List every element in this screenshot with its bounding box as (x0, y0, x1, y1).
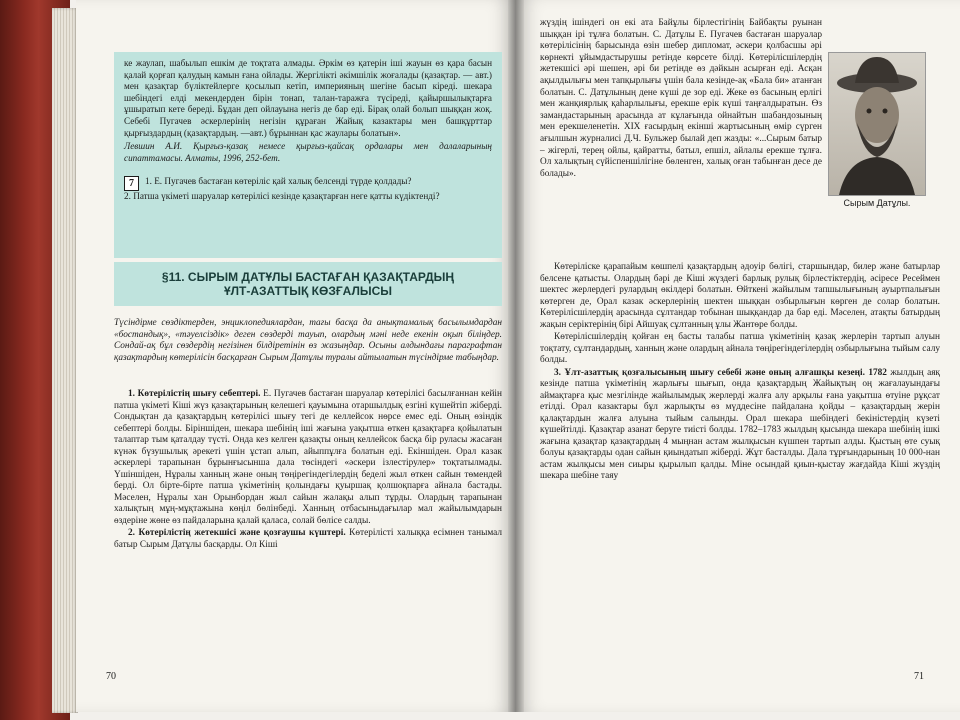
paragraph-1-heading: 1. Көтерілістің шығу себептері. (128, 389, 261, 399)
paragraph-1-text: Е. Пугачев бастаған шаруалар көтерілісі басылғаннан кейін патша үкіметі Кіші жүз қазақтарының келешегі қауымына отаршылдық езгіні күшейтіп жіберді. Сондықтан да қазақтардың көтерілісі шығу тегі де келлейсок нөрсе емес еді. Оның өзіндік себептері болды. Біріншіден, шекара шебінің іші жағына уақытша өткен қазақтарға қойылатын талаптар тым қаталдау түсті. Онда кез келген қазақты оның келлейсок басқа бір руласы жасаған күнәк бүзушылық әрекеті үшін ұстап алып, айыппұлға болатын еді. Екіншіден. Орал казак әскерлері тарапынан бұрынғысынша дала төсіндегі «әскери ізлестірулер» тоқтатылмады. Үшіншіден, Нұралы ханның және оның төңірегіндегілердің беделі жыл өткен сайын төмендей берді. Ол бірте-бірте патша үкіметінің қолындағы қуыршақ қолшоқпарға айнала бастады. Мәселен, Нұралы хан Орынбордан жыл сайын жалақы алып тұрды. Олардың тарапынан халықтың мұң-мұқтажына көңіл бөлінбеді. Ханның отбасыныдағылар мал жайылымдарын өздеріне жөне өз пайдаларына қалай қаласа, солай бөлісе салды. (114, 389, 502, 526)
portrait-image (828, 52, 926, 196)
right-top-text: жүздің ішіндегі он екі ата Байұлы бірлестігінің Байбақты руынан шыққан ірі тұлға болатын. С. Датұлы Е. Пугачев бастаған шаруалар көтерілісінің барысында өзін шебер дипломат, әскери қолбасшы әрі көрнекті ұйымдастырушы ретінде көрсете білді. Көтерілісшілердің жетекшісі әрі шешен, әрі би ретінде өз дәйкын асырған еді. Асқан ақылдылығы мен тапқырлығы үшін бала кезінде-ақ «Бала би» атанған болатын. С. Датұлының дене күші де зор еді. Жеке өз басының ерлігі мен жанқиярлық қаһарлылығы, ерекше ерік күші таңғалдыратын. Өз замандастарының арасында ат кұлағында ойнайтын шабандозының мен ерекшеленетін. XIX ғасырдың екінші жартысының өмір сүрген ағылшын журналисі Д.Ч. Бульжер былай деп жазды: «...Сырым батыр – жігерлі, терең ойлы, қайратты, батыл, епшіл, айлалы ерекше тұлға. Ол халықтың сүйіспеншілігіне бөленген, халық оған табынған десе де болады». (540, 18, 822, 179)
paragraph-2-text: Көтерілісті халыққа есімнен танымал батыр Сырым Датұлы басқарды. Ол Кіші (114, 528, 503, 550)
paragraph-2-heading: 2. Көтерілістің жетекшісі және қозғаушы күштері. (128, 528, 346, 538)
section-heading (114, 262, 502, 306)
right-paragraph-3-text: жылдың аяқ кезінде патша үкіметінің жарлығы шығып, онда қазақтардың Жайықтың оң жағалауындағы аймақтарға қыс мезгілінде жайылымдық жерлерді жалға алу арқылы ғана уақытша өтуіне рұқсат етілді. Орал казактары бұл жарлықты өз мүддесіне пайдалана қойды – қазақтардың жерін қалақтардын жалға алуына тыйым салынды. Орал шекара шебіндегі бекіністердің күзеті күшейтілді. Қазақтар азанат беруге тиісті болды. 1782–1783 жылдың қысында шекара шебінің ішкі жағына қазақтар қазақтардың 4 мыңнан астам жылқысын күшпен тартып алды. Қыстың өте суық болуы қазақтарды одан сайын қиындатып жіберді. Жұт басталды. Дала тұрғындарының 10 000-нан астам жылқысы мен сиыры қырылып қалды. Міне осындай қиын-қыстау жағдайда Кіші жүздің шекара шебіне таяу (540, 367, 940, 481)
portrait-caption: Сырым Датұлы. (843, 198, 911, 208)
page-number-right: 71 (914, 671, 924, 682)
book-gutter (508, 0, 524, 712)
question-number-icon: 7 (124, 176, 139, 191)
intro-text: Түсіндірме сөздіктерден, энциклопедиялардан, тағы басқа да анықтамалық басылымдардан «бостандық», «тәуелсіздік» деген сөздерді тауып, олардың мәні неде екенін оқып біліңдер. Сондай-ақ бұл сөздердің негізінен білдіретінін өз жазыңдар. Осыны алдындағы параграфтан қазақтардың көтерілісін басқарған Сырым Датұлы туралы айтылатын түсіндірме табыңдар. (114, 318, 502, 363)
right-paragraph-3-heading: 3. Ұлт-азаттық қозғалысының шығу себебі және оның алғашқы кезеңі. 1782 (554, 367, 887, 378)
right-paragraph-2: Көтерілісшілердің қойған ең басты талабы патша үкіметінің қазақ жерлерін тартып алуын тоқтату, сұлтандардың, ханның және олардың айнала төңірегіндегілердің озбырлығына тыйым салу болды. (540, 332, 940, 365)
page-edges (52, 8, 78, 713)
right-body (540, 262, 940, 484)
right-paragraph-3 (540, 368, 940, 483)
question-1: 1. Е. Пугачев бастаған көтеріліс қай халық белсенді түрде қолдады? (145, 176, 412, 187)
quote-text: ке жаулап, шабылып ешкім де тоқтата алмады. Әркім өз қатерін іші жауын өз қара басын қалай қорғап қалудың камын ғана ойлады. Жергілікті әкімшілік жоғалады (қазақтар. — авт.) мен қазақтар бүліктейлерге қосылып кетіп, империяның шегіне басып кіреді. шекара шебіндегі елді мекендерден бірін тонап, талан-таражға түсіреді, қайыршылықтарға ұшыратып кете береді. Бұдан деп ойлауына негіз де бар еді. Бірақ олай болып шыққан жоқ. Себебі Пугачев әскерлерінің негізін құраған Жайық казактары мен башқұрттар қырғыздардың (қазақтардың. —авт.) бұрыннан қас жаулары болатын». (124, 58, 492, 138)
left-page (76, 0, 516, 712)
heading-line-1: §11. СЫРЫМ ДАТҰЛЫ БАСТАҒАН ҚАЗАҚТАРДЫҢ (161, 270, 455, 284)
quote-source: Левшин А.И. Қырғыз-қазақ немесе қырғыз-қайсақ ордалары мен далаларының сипаттамасы. Алматы, 1996, 252-бет. (124, 141, 492, 163)
right-page (516, 0, 960, 712)
paragraph-2 (114, 528, 502, 551)
portrait-figure-icon (829, 53, 925, 195)
left-body (114, 389, 502, 552)
question-2: 2. Патша үкіметі шаруалар көтерілісі кезінде қазақтарған неге қатты күдіктенді? (124, 191, 440, 202)
page-number-left: 70 (106, 671, 116, 682)
source-quote-box (114, 52, 502, 258)
question-row (124, 176, 492, 191)
paragraph-1 (114, 389, 502, 527)
right-paragraph-1: Көтеріліске қарапайым көшпелі қазақтардың әдоуір бөлігі, старшындар, билер және батырлар белсене қатысты. Олардың бәрі де Кіші жүздегі барлық рулық бірлестіктердің, әсіресе Ресеймен шектес жерлердегі рулардың өкілдері болатын. Өйткені жайылым тапшылығының ауыртпалығын көтерген де, Орал казак әскерлерінің шектен шыққан озбырлығын көрген де солар болатын. Көтерілісшілердің арасында сұлтандар тобынан шыққандар да бар еді. Мәселен, атақты батырдың жақын серіктерінің бірі Айшуақ сұлтанның ұлы Жантөре болды. (540, 262, 940, 330)
heading-line-2: ҰЛТ-АЗАТТЫҚ КӨЗҒАЛЫСЫ (223, 284, 393, 298)
